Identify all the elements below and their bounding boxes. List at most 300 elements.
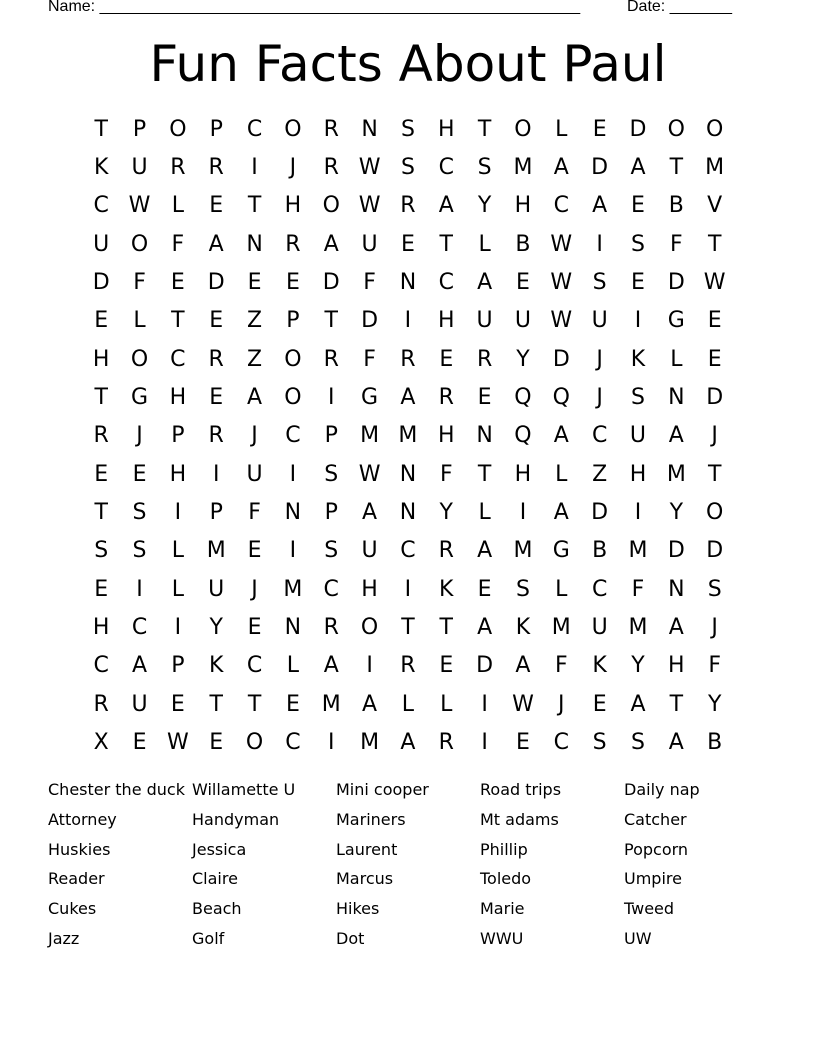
word-bank-item: Marie [480,899,525,919]
grid-letter: H [92,615,110,641]
grid-letter: D [629,116,647,142]
grid-letter: A [592,193,608,219]
grid-letter: A [438,193,454,219]
word-bank-item: Attorney [48,809,117,829]
grid-letter: M [551,615,571,641]
grid-letter: U [208,576,225,602]
grid-letter: O [169,116,187,142]
grid-letter: O [322,193,340,219]
grid-letter: L [401,691,415,717]
grid-letter: C [591,576,608,602]
grid-letter: E [247,270,262,296]
grid-letter: N [399,461,417,487]
grid-letter: S [477,155,492,181]
word-bank-item: Mini cooper [336,780,429,799]
grid-letter: H [668,653,685,679]
grid-letter: A [477,615,493,641]
grid-letter: F [248,500,261,526]
grid-letter: U [246,461,263,487]
grid-letter: C [93,193,109,219]
word-bank-item: Reader [48,869,105,889]
grid-letter: A [208,231,224,257]
grid-letter: A [247,385,263,411]
grid-letter: I [212,461,220,487]
grid-letter: P [286,308,300,334]
grid-letter: I [596,231,603,257]
grid-letter: G [361,385,379,411]
grid-letter: D [552,346,570,372]
grid-letter: C [93,653,109,679]
grid-letter: E [170,270,185,296]
grid-letter: L [286,653,300,679]
word-bank-item: Popcorn [624,839,689,859]
grid-letter: K [592,653,607,679]
grid-letter: R [208,346,224,372]
grid-letter: R [93,691,109,717]
grid-letter: D [706,385,724,411]
word-bank-item: Marcus [336,869,394,889]
grid-letter: K [208,653,224,679]
grid-letter: A [400,730,416,756]
page-title: Fun Facts About Paul [149,35,667,93]
grid-letter: C [246,653,263,679]
grid-letter: A [553,155,569,181]
grid-letter: S [132,500,147,526]
grid-letter: J [596,385,603,411]
grid-letter: D [591,500,609,526]
grid-letter: M [666,461,686,487]
grid-letter: O [284,116,302,142]
grid-letter: Y [477,193,492,219]
name-date-header [48,0,748,20]
grid-letter: A [668,615,684,641]
grid-letter: S [400,155,415,181]
grid-letter: C [323,576,339,602]
grid-letter: P [132,116,147,142]
grid-letter: P [324,423,338,449]
grid-letter: C [553,730,569,756]
grid-letter: A [477,538,493,564]
grid-letter: E [285,270,300,296]
grid-letter: Y [669,500,684,526]
grid-letter: S [324,461,339,487]
grid-letter: N [361,116,378,142]
grid-letter: Q [552,385,570,411]
grid-letter: Y [516,346,530,372]
grid-letter: R [323,615,339,641]
grid-letter: W [512,691,534,717]
grid-letter: I [289,461,297,487]
grid-letter: H [514,461,532,487]
grid-letter: W [358,461,381,487]
grid-letter: E [209,193,224,219]
grid-letter: M [283,576,303,602]
grid-letter: R [208,155,224,181]
word-bank-item: Mariners [336,809,406,829]
grid-letter: U [591,308,608,334]
grid-letter: O [284,385,302,411]
grid-letter: I [481,730,488,756]
grid-letter: E [631,270,645,296]
grid-letter: O [245,730,264,756]
grid-letter: S [132,538,147,564]
word-bank-item: Laurent [336,839,398,859]
grid-letter: I [634,308,642,334]
name-field-label: Name: ______________________________________________________ [48,0,581,15]
grid-letter: R [438,538,454,564]
grid-letter: E [477,576,492,602]
grid-letter: I [327,385,335,411]
grid-letter: Z [247,308,263,334]
word-bank [48,778,768,957]
grid-letter: J [289,155,297,181]
grid-letter: R [323,346,339,372]
grid-letter: R [170,155,186,181]
grid-letter: T [247,193,262,219]
grid-letter: I [519,500,527,526]
word-search-grid [82,110,734,762]
grid-letter: R [323,155,339,181]
grid-letter: A [362,691,378,717]
grid-letter: U [476,308,493,334]
grid-letter: S [631,385,645,411]
grid-letter: T [477,116,492,142]
grid-letter: E [516,270,530,296]
grid-letter: B [592,538,608,564]
grid-letter: T [707,231,722,257]
grid-letter: L [555,116,568,142]
grid-letter: J [251,576,258,602]
grid-letter: E [516,730,530,756]
grid-letter: E [170,691,185,717]
grid-letter: L [478,231,491,257]
grid-letter: E [707,308,722,334]
grid-letter: P [171,653,185,679]
grid-letter: H [92,346,110,372]
grid-letter: P [324,500,338,526]
grid-letter: L [670,346,683,372]
grid-letter: T [439,615,453,641]
grid-letter: J [251,423,258,449]
grid-letter: S [592,730,607,756]
grid-letter: D [667,538,685,564]
word-bank-item: Huskies [48,839,111,859]
grid-letter: M [206,538,226,564]
grid-letter: N [476,423,493,449]
grid-letter: H [361,576,378,602]
grid-letter: H [169,461,187,487]
grid-letter: T [477,461,492,487]
grid-letter: B [668,193,684,219]
grid-letter: E [94,308,109,334]
grid-letter: F [554,653,568,679]
grid-letter: W [550,231,573,257]
word-bank-item: Toledo [480,869,532,889]
grid-letter: U [629,423,647,449]
grid-letter: C [285,730,301,756]
grid-letter: S [400,116,415,142]
grid-letter: C [170,346,186,372]
grid-letter: X [93,730,109,756]
grid-letter: K [439,576,454,602]
word-bank-item: Hikes [336,899,380,919]
grid-letter: A [630,155,646,181]
grid-letter: A [400,385,416,411]
grid-letter: S [94,538,109,564]
grid-letter: F [363,270,376,296]
grid-letter: L [171,576,184,602]
grid-letter: A [323,231,339,257]
grid-letter: R [476,346,493,372]
grid-letter: Z [247,346,263,372]
grid-letter: U [131,155,148,181]
grid-letter: L [555,576,568,602]
grid-letter: U [131,691,148,717]
grid-letter: M [628,538,648,564]
grid-letter: M [513,538,533,564]
grid-letter: U [93,231,110,257]
grid-letter: W [358,155,381,181]
grid-letter: M [513,155,533,181]
grid-letter: L [171,538,184,564]
grid-letter: O [360,615,379,641]
grid-letter: I [481,691,488,717]
grid-letter: S [707,576,722,602]
grid-letter: R [400,653,416,679]
grid-letter: H [629,461,647,487]
grid-letter: A [668,730,684,756]
word-bank-item: Chester the duck [48,780,185,799]
grid-letter: E [94,576,109,602]
grid-letter: P [209,116,223,142]
grid-letter: S [631,231,645,257]
grid-letter: R [438,730,454,756]
grid-letter: Y [439,500,453,526]
grid-letter: Y [707,691,722,717]
grid-letter: T [401,615,415,641]
word-bank-item: Tweed [624,899,675,919]
grid-letter: T [669,691,684,717]
word-bank-item: Road trips [480,780,562,799]
word-bank-item: Jazz [48,928,80,948]
grid-letter: I [136,576,143,602]
grid-letter: C [438,270,454,296]
grid-letter: E [707,346,722,372]
grid-letter: T [209,691,223,717]
grid-letter: T [439,231,453,257]
grid-letter: A [362,500,378,526]
grid-letter: M [360,423,380,449]
grid-letter: N [284,615,302,641]
grid-letter: M [705,155,725,181]
grid-letter: F [363,346,376,372]
grid-letter: E [132,461,147,487]
grid-letter: T [707,461,722,487]
grid-letter: E [209,730,224,756]
grid-letter: F [670,231,683,257]
grid-letter: I [174,500,182,526]
grid-letter: M [398,423,418,449]
word-bank-item: Willamette U [192,780,296,799]
grid-letter: W [358,193,381,219]
grid-letter: A [477,270,493,296]
grid-letter: C [591,423,608,449]
grid-letter: L [171,193,184,219]
grid-letter: J [596,346,603,372]
grid-letter: A [553,500,569,526]
grid-letter: E [209,308,224,334]
grid-letter: W [550,270,573,296]
grid-letter: H [437,308,455,334]
grid-letter: A [131,653,148,679]
grid-letter: E [631,193,645,219]
grid-letter: N [668,385,685,411]
grid-letter: A [515,653,531,679]
grid-letter: S [592,270,607,296]
grid-letter: C [553,193,569,219]
grid-letter: A [668,423,684,449]
grid-letter: C [438,155,454,181]
word-bank-item: Phillip [480,839,528,859]
grid-letter: E [439,653,454,679]
grid-letter: S [515,576,530,602]
grid-letter: I [404,308,412,334]
grid-letter: T [324,308,338,334]
grid-letter: M [321,691,341,717]
word-bank-item: Mt adams [480,809,559,829]
word-bank-item: WWU [480,928,524,948]
grid-letter: D [706,538,724,564]
word-bank-item: Cukes [48,899,97,919]
grid-letter: T [94,500,108,526]
grid-letter: N [284,500,302,526]
grid-letter: C [131,615,148,641]
grid-letter: L [555,461,568,487]
grid-letter: K [93,155,109,181]
date-field-label: Date: _______ [627,0,732,15]
grid-letter: J [711,423,718,449]
grid-letter: G [130,385,149,411]
grid-letter: U [591,615,608,641]
grid-letter: N [399,500,417,526]
grid-letter: D [476,653,494,679]
grid-letter: C [400,538,416,564]
grid-letter: C [285,423,301,449]
grid-letter: I [289,538,297,564]
grid-letter: E [592,691,607,717]
grid-letter: J [558,691,565,717]
grid-letter: R [400,193,416,219]
grid-letter: D [667,270,685,296]
grid-letter: E [247,538,262,564]
grid-letter: H [284,193,302,219]
grid-letter: E [247,615,262,641]
grid-letter: F [133,270,146,296]
grid-letter: L [478,500,491,526]
word-bank-item: UW [624,928,652,948]
grid-letter: H [514,193,532,219]
grid-letter: H [437,116,455,142]
grid-letter: W [128,193,151,219]
grid-letter: N [399,270,417,296]
grid-letter: C [246,116,263,142]
grid-letter: Y [209,615,223,641]
grid-letter: T [94,385,108,411]
grid-letter: W [550,308,573,334]
grid-letter: Y [631,653,645,679]
grid-letter: I [404,576,412,602]
grid-letter: V [707,193,723,219]
grid-letter: U [514,308,531,334]
grid-letter: F [171,231,185,257]
grid-letter: E [439,346,454,372]
grid-letter: E [94,461,109,487]
grid-letter: I [251,155,258,181]
grid-letter: W [703,270,726,296]
grid-letter: T [669,155,684,181]
grid-letter: D [591,155,609,181]
grid-letter: H [169,385,187,411]
grid-letter: O [514,116,532,142]
grid-letter: R [208,423,224,449]
grid-letter: L [440,691,453,717]
word-bank-item: Daily nap [624,780,700,799]
grid-letter: H [437,423,455,449]
grid-letter: W [166,730,189,756]
grid-letter: E [132,730,147,756]
grid-letter: O [130,231,149,257]
grid-letter: R [285,231,301,257]
grid-letter: G [552,538,570,564]
grid-letter: D [361,308,379,334]
grid-letter: J [711,615,718,641]
grid-letter: S [631,730,645,756]
grid-letter: B [515,231,531,257]
grid-letter: A [630,691,646,717]
grid-letter: I [327,730,335,756]
grid-letter: N [246,231,263,257]
word-bank-item: Catcher [624,809,687,829]
word-bank-item: Dot [336,928,365,948]
word-bank-item: Golf [192,928,225,948]
grid-letter: T [171,308,185,334]
grid-letter: P [171,423,185,449]
grid-letter: K [515,615,531,641]
grid-letter: I [174,615,182,641]
grid-letter: E [477,385,492,411]
grid-letter: I [634,500,642,526]
grid-letter: E [592,116,607,142]
grid-letter: O [667,116,685,142]
grid-letter: T [94,116,108,142]
word-bank-item: Beach [192,899,242,919]
grid-letter: B [707,730,723,756]
grid-letter: A [553,423,569,449]
grid-letter: Q [514,423,532,449]
grid-letter: U [361,231,378,257]
grid-letter: O [130,346,149,372]
grid-letter: R [93,423,109,449]
grid-letter: L [133,308,146,334]
grid-letter: M [360,730,380,756]
grid-letter: N [668,576,685,602]
grid-letter: D [322,270,340,296]
grid-letter: D [207,270,225,296]
grid-letter: O [284,346,302,372]
grid-letter: F [439,461,453,487]
word-bank-item: Handyman [192,809,280,829]
grid-letter: O [706,116,724,142]
